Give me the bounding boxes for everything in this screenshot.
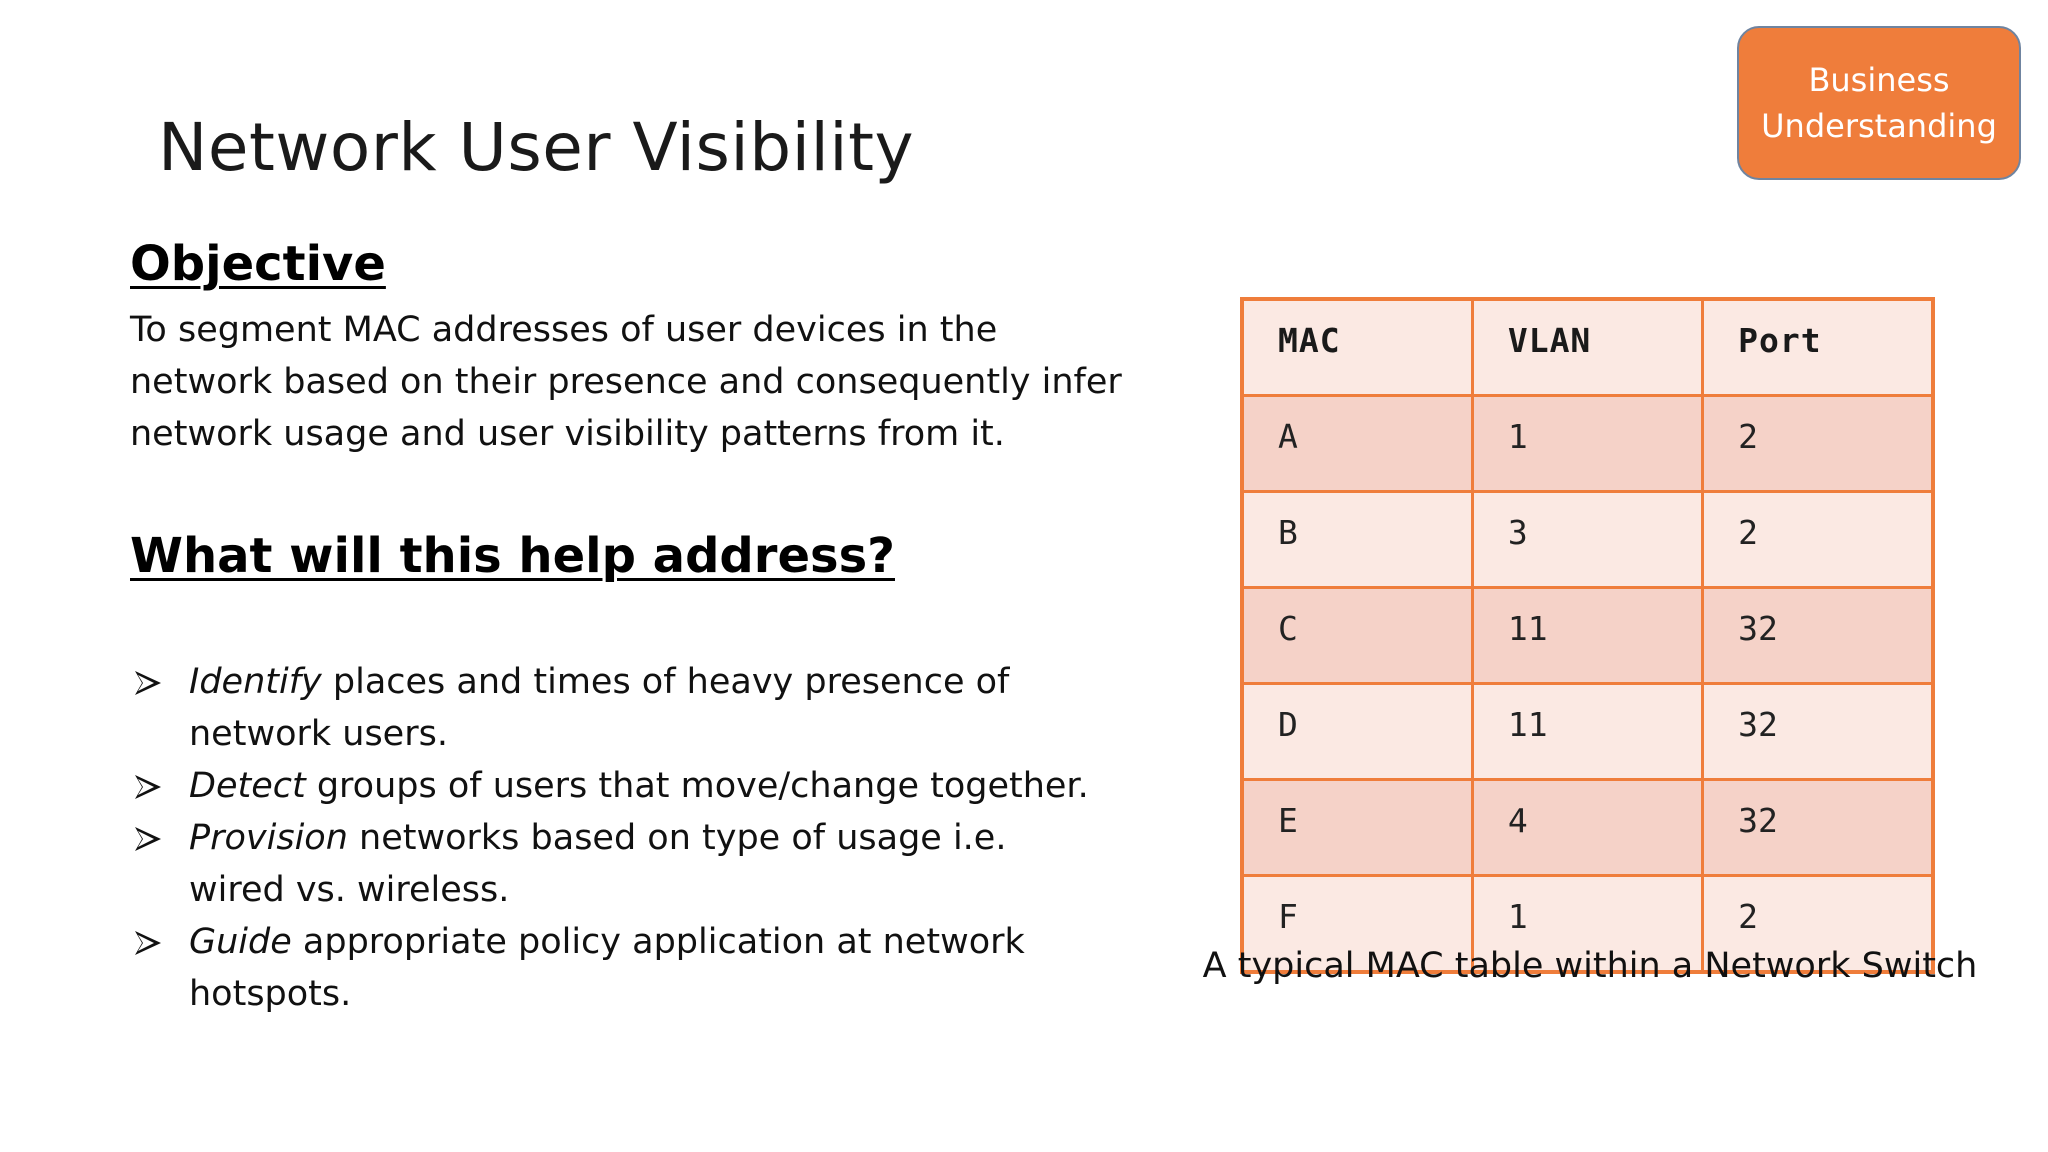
bullet-text: places and times of heavy presence of network users. (189, 662, 1010, 754)
help-heading: What will this help address? (130, 528, 895, 584)
benefit-list (130, 656, 1090, 1020)
port-cell: 32 (1703, 684, 1933, 780)
vlan-cell: 11 (1472, 684, 1702, 780)
mac-cell: F (1242, 876, 1472, 973)
business-understanding-badge (1737, 26, 2021, 180)
vlan-cell: 3 (1472, 492, 1702, 588)
table-row (1242, 396, 1933, 492)
mac-cell: D (1242, 684, 1472, 780)
table-caption: A typical MAC table within a Network Switch (1202, 946, 1978, 986)
mac-cell: C (1242, 588, 1472, 684)
table-row (1242, 684, 1933, 780)
port-cell: 32 (1703, 780, 1933, 876)
port-cell: 32 (1703, 588, 1933, 684)
arrowhead-bullet-icon (134, 670, 162, 696)
vlan-cell: 11 (1472, 588, 1702, 684)
mac-table (1240, 297, 1935, 974)
badge-label: Business Understanding (1761, 61, 1997, 145)
port-cell: 2 (1703, 876, 1933, 973)
table-row (1242, 588, 1933, 684)
table-row (1242, 492, 1933, 588)
column-header-port: Port (1703, 299, 1933, 396)
vlan-cell: 1 (1472, 396, 1702, 492)
mac-cell: A (1242, 396, 1472, 492)
vlan-cell: 1 (1472, 876, 1702, 973)
mac-cell: B (1242, 492, 1472, 588)
mac-cell: E (1242, 780, 1472, 876)
vlan-cell: 4 (1472, 780, 1702, 876)
bullet-verb: Detect (189, 766, 306, 806)
bullet-verb: Provision (189, 818, 348, 858)
table-row (1242, 780, 1933, 876)
bullet-text: appropriate policy application at network hotspots. (189, 922, 1025, 1014)
objective-text: To segment MAC addresses of user devices in the network based on their presence and consequently infer network usage and user visibility patterns from it. (130, 310, 1122, 454)
port-cell: 2 (1703, 492, 1933, 588)
objective-heading: Objective (130, 236, 386, 292)
list-item (130, 760, 1090, 812)
column-header-vlan: VLAN (1472, 299, 1702, 396)
bullet-text: groups of users that move/change together. (305, 766, 1089, 806)
slide-title: Network User Visibility (158, 109, 915, 186)
arrowhead-bullet-icon (134, 774, 162, 800)
list-item (130, 812, 1090, 916)
bullet-text: networks based on type of usage i.e. wired vs. wireless. (189, 818, 1007, 910)
bullet-verb: Identify (189, 662, 322, 702)
arrowhead-bullet-icon (134, 826, 162, 852)
list-item (130, 916, 1090, 1020)
port-cell: 2 (1703, 396, 1933, 492)
column-header-mac: MAC (1242, 299, 1472, 396)
list-item (130, 656, 1090, 760)
table-header-row (1242, 299, 1933, 396)
arrowhead-bullet-icon (134, 930, 162, 956)
bullet-verb: Guide (189, 922, 292, 962)
